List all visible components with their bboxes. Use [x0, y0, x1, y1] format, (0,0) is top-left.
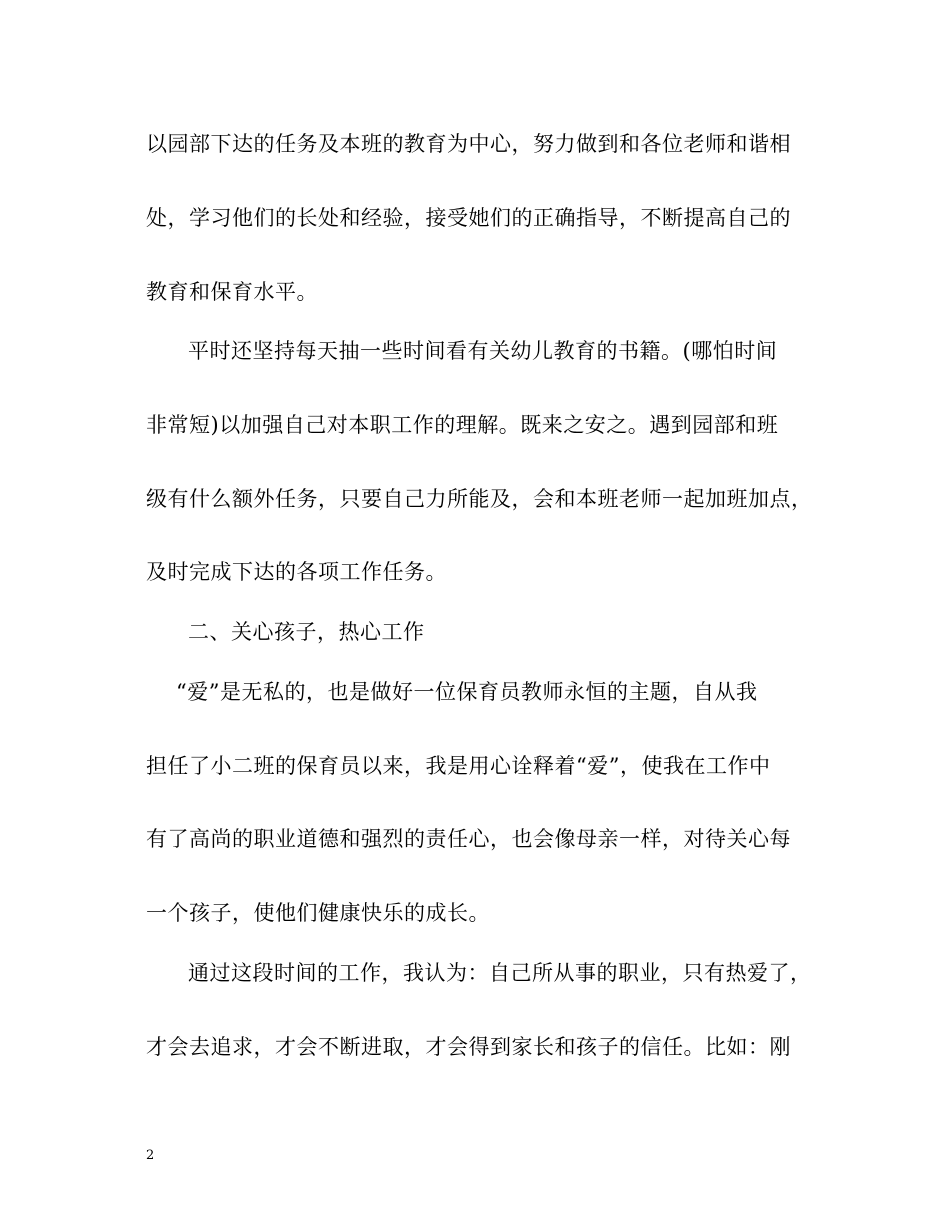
- section-heading: 二、关心孩子，热心工作: [188, 620, 425, 644]
- paragraph-line: 级有什么额外任务，只要自己力所能及，会和本班老师一起加班加点，: [146, 487, 813, 511]
- paragraph-line: 处，学习他们的长处和经验，接受她们的正确指导，不断提高自己的: [146, 206, 791, 230]
- paragraph-line: 有了高尚的职业道德和强烈的责任心，也会像母亲一样，对待关心每: [146, 827, 791, 851]
- page-number: 2: [146, 1148, 155, 1163]
- paragraph-line: 以园部下达的任务及本班的教育为中心，努力做到和各位老师和谐相: [146, 132, 791, 156]
- paragraph-line: 一个孩子，使他们健康快乐的成长。: [146, 901, 490, 925]
- paragraph-line: 才会去追求，才会不断进取，才会得到家长和孩子的信任。比如：刚: [146, 1035, 791, 1059]
- paragraph-line: 及时完成下达的各项工作任务。: [146, 560, 447, 584]
- paragraph-line: “爱”是无私的，也是做好一位保育员教师永恒的主题，自从我: [176, 680, 758, 704]
- paragraph-line: 平时还坚持每天抽一些时间看有关幼儿教育的书籍。(哪怕时间: [188, 339, 778, 363]
- paragraph-line: 通过这段时间的工作，我认为：自己所从事的职业，只有热爱了，: [188, 961, 812, 985]
- paragraph-line: 非常短)以加强自己对本职工作的理解。既来之安之。遇到园部和班: [146, 413, 779, 437]
- paragraph-line: 教育和保育水平。: [146, 280, 318, 304]
- paragraph-line: 担任了小二班的保育员以来，我是用心诠释着“爱”，使我在工作中: [146, 754, 771, 778]
